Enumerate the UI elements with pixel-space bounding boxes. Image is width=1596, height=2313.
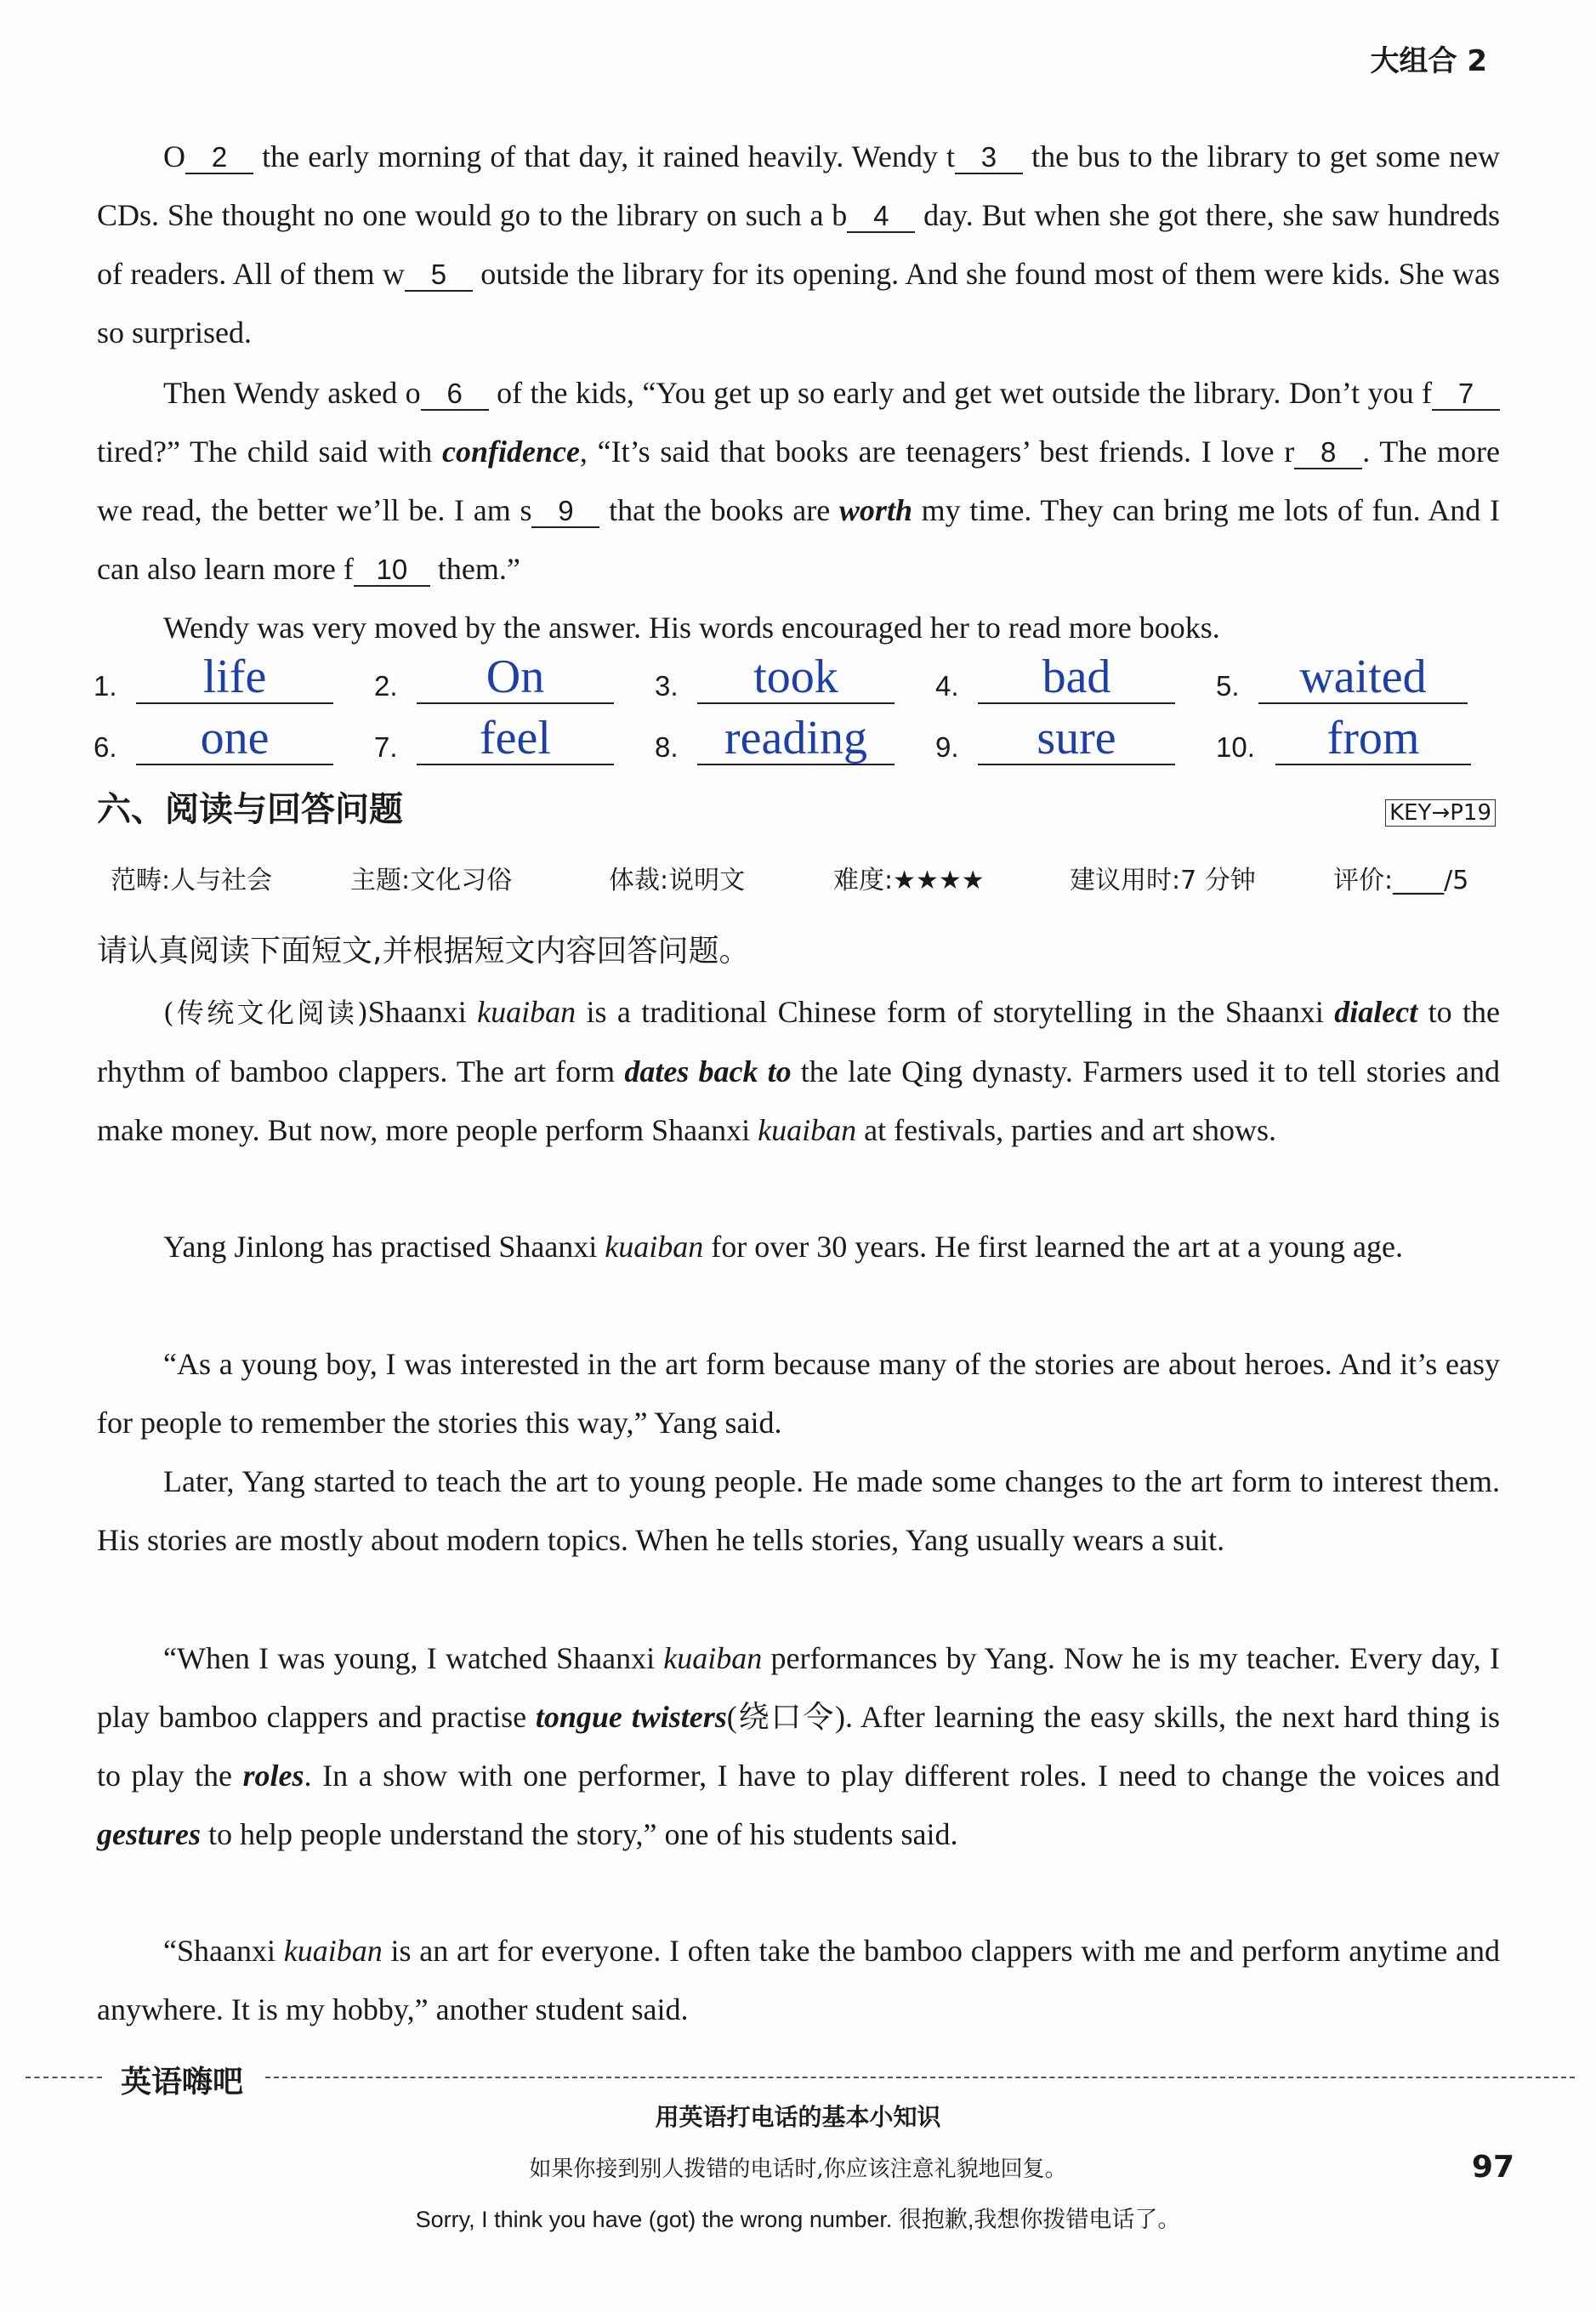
blank-5: 5 xyxy=(405,259,473,292)
page-number: 97 xyxy=(1471,2150,1514,2185)
header-tag: 大组合 2 xyxy=(1370,44,1487,78)
blank-4: 4 xyxy=(847,201,915,233)
instruction: 请认真阅读下面短文,并根据短文内容回答问题。 xyxy=(97,934,750,969)
blank-9: 9 xyxy=(531,496,599,528)
answer-6-text: one xyxy=(136,713,333,765)
answer-6: 6. one xyxy=(94,706,340,765)
passage2-paragraph-4: Later, Yang started to teach the art to young people. He made some changes to the art form to interest them. His stories are mostly about modern topics. When he tells stories, Yang usually wears a suit. xyxy=(97,1464,1500,1557)
answer-10-text: from xyxy=(1275,713,1471,765)
meta-genre: 体裁:说明文 xyxy=(609,866,746,895)
meta-time: 建议用时:7 分钟 xyxy=(1070,866,1256,895)
phrase-dates-back-to: dates back to xyxy=(624,1054,792,1088)
meta-difficulty: 难度:★★★★ xyxy=(833,866,985,895)
footer-example: Sorry, I think you have (got) the wrong number. 很抱歉,我想你拨错电话了。 xyxy=(415,2207,1181,2232)
answer-7-text: feel xyxy=(417,713,614,765)
passage2-paragraph-1: (传统文化阅读)Shaanxi kuaiban is a traditional Chinese form of storytelling in the Shaanxi dialect to the rhythm of bamboo clappers. The art form dates back to the late Qing dynasty. Farmers used it to tell stories and make money. But now, more people perform Shaanxi kuaiban at festivals, parties and art shows. xyxy=(97,995,1501,1147)
blank-8: 8 xyxy=(1294,437,1362,469)
footer-tip: 如果你接到别人拨错的电话时,你应该注意礼貌地回复。 xyxy=(529,2157,1067,2182)
word-worth: worth xyxy=(838,493,912,527)
phrase-tongue-twisters: tongue twisters xyxy=(535,1700,727,1734)
answer-key-reference: KEY→P19 xyxy=(1385,799,1496,827)
answer-1-text: life xyxy=(136,651,333,704)
answer-9-text: sure xyxy=(978,713,1175,765)
answer-5: 5. waited xyxy=(1216,645,1488,704)
answer-row-2 xyxy=(94,706,1488,765)
word-dialect: dialect xyxy=(1334,995,1418,1029)
answer-10: 10. from xyxy=(1216,706,1488,765)
answer-2-text: On xyxy=(417,651,614,704)
meta-theme: 主题:文化习俗 xyxy=(350,866,513,895)
passage1-paragraph-3: Wendy was very moved by the answer. His words encouraged her to read more books. xyxy=(163,611,1220,645)
blank-6: 6 xyxy=(421,378,489,411)
passage1-paragraph-2: Then Wendy asked o 6 of the kids, “You get up so early and get wet outside the library. Don’t you f 7 tired?” The child said with confidence, “It’s said that books are teenagers’ best friends. I love r 8 . The more we read, the better we’ll be. I am s 9 that the books are worth my time. They can bring me lots of fun. And I can also learn more f 10 them.” xyxy=(97,376,1500,586)
answer-9: 9. sure xyxy=(935,706,1182,765)
blank-3: 3 xyxy=(955,142,1023,174)
passage2-paragraph-3: “As a young boy, I was interested in the art form because many of the stories are about heroes. And it’s easy for people to remember the stories this way,” Yang said. xyxy=(97,1347,1500,1440)
meta-score: 评价:____/5 xyxy=(1333,866,1469,895)
meta-category: 范畴:人与社会 xyxy=(111,866,273,895)
answer-8: 8. reading xyxy=(655,706,901,765)
answer-2: 2. On xyxy=(374,645,621,704)
footer-brand: 英语嗨吧 xyxy=(121,2065,244,2100)
answer-row-1 xyxy=(94,645,1488,704)
answer-4: 4. bad xyxy=(935,645,1182,704)
section-title: 六、阅读与回答问题 xyxy=(97,790,403,829)
passage2-paragraph-6: “Shaanxi kuaiban is an art for everyone. I often take the bamboo clappers with me and perform anytime and anywhere. It is my hobby,” another student said. xyxy=(97,1934,1500,2026)
footer-title: 用英语打电话的基本小知识 xyxy=(655,2103,941,2131)
answer-4-text: bad xyxy=(978,651,1175,704)
answer-grid xyxy=(94,645,1488,772)
passage2-paragraph-2: Yang Jinlong has practised Shaanxi kuaiban for over 30 years. He first learned the art at a young age. xyxy=(163,1230,1403,1264)
blank-10: 10 xyxy=(354,554,430,587)
answer-3-text: took xyxy=(697,651,895,704)
answer-3: 3. took xyxy=(655,645,901,704)
blank-7: 7 xyxy=(1432,378,1500,411)
word-roles: roles xyxy=(242,1759,304,1793)
answer-5-text: waited xyxy=(1258,651,1468,704)
answer-1: 1. life xyxy=(94,645,340,704)
passage2-paragraph-5: “When I was young, I watched Shaanxi kuaiban performances by Yang. Now he is my teacher. Every day, I play bamboo clappers and practise tongue twisters(绕口令). After learning the easy skills, the next hard thing is to play the roles. In a show with one performer, I have to play different roles. I need to change the voices and gestures to help people understand the story,” one of his students said. xyxy=(97,1641,1500,1851)
reading-label: (传统文化阅读) xyxy=(163,997,368,1029)
footer-divider-left xyxy=(26,2077,102,2078)
blank-2: 2 xyxy=(185,142,253,174)
word-confidence: confidence xyxy=(441,435,580,469)
word-gestures: gestures xyxy=(97,1817,202,1851)
answer-8-text: reading xyxy=(697,713,895,765)
answer-7: 7. feel xyxy=(374,706,621,765)
passage1-paragraph-1: O 2 the early morning of that day, it rained heavily. Wendy t 3 the bus to the library to get some new CDs. She thought no one would go to the library on such a b 4 day. But when she got there, she saw hundreds of readers. All of them w 5 outside the library for its opening. And she found most of them were kids. She was so surprised. xyxy=(97,139,1500,350)
footer-divider-right xyxy=(265,2077,1575,2078)
